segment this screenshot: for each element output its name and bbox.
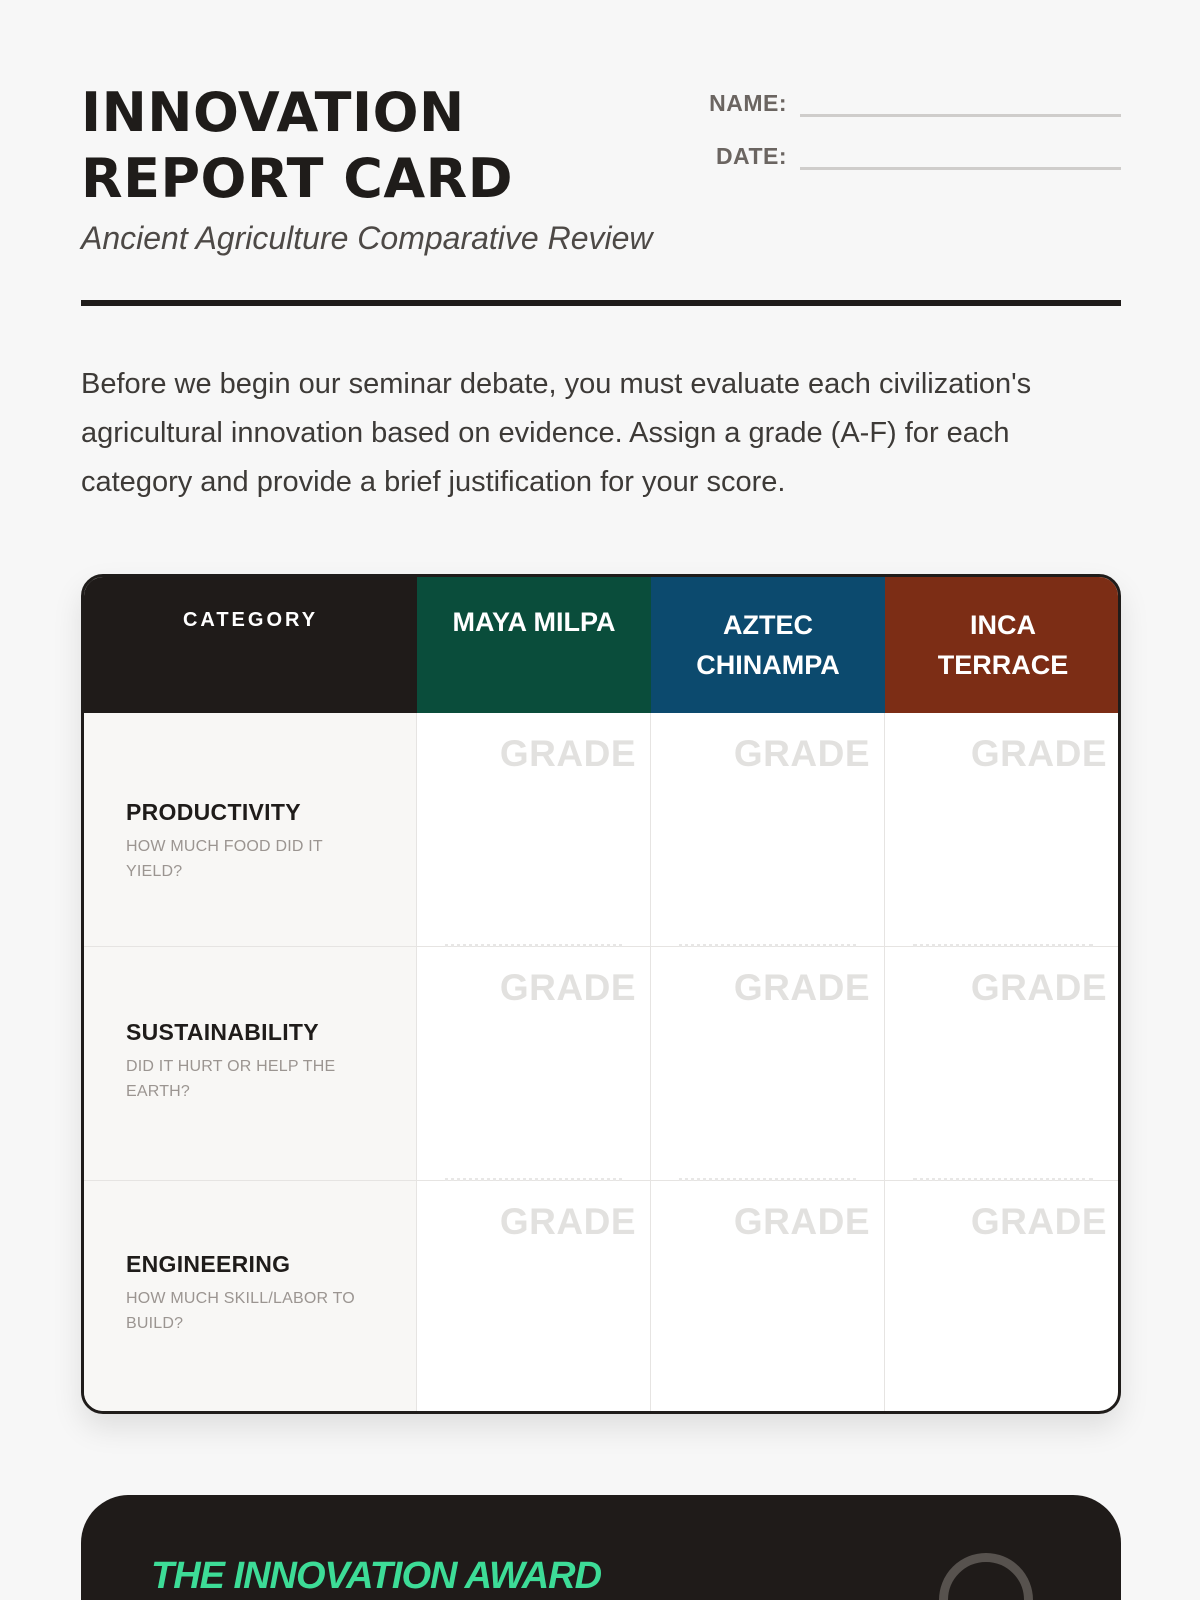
row-description: HOW MUCH FOOD DID IT YIELD? (126, 838, 323, 880)
grade-cell-aztec[interactable] (651, 947, 885, 1181)
date-label: DATE: (715, 143, 787, 169)
title-line-1: INNOVATION (81, 81, 465, 144)
title-line-2: REPORT CARD (81, 147, 514, 210)
header-maya-milpa (417, 577, 651, 713)
row-description: DID IT HURT OR HELP THE EARTH? (126, 1058, 336, 1100)
award-title: THE INNOVATION AWARD (151, 1555, 602, 1597)
award-badge-icon (939, 1553, 1033, 1600)
header-maya-label: MAYA MILPA (452, 607, 616, 637)
name-field[interactable] (701, 84, 1121, 137)
grade-placeholder: GRADE (733, 733, 870, 774)
row-name: SUSTAINABILITY (126, 1019, 319, 1045)
student-info-fields (701, 84, 1121, 190)
table-row-sustainability (84, 947, 1118, 1181)
grade-placeholder: GRADE (499, 967, 636, 1008)
grade-cell-inca[interactable] (885, 1181, 1121, 1414)
header-divider (81, 300, 1121, 306)
grade-cell-aztec[interactable] (651, 713, 885, 947)
row-description: HOW MUCH SKILL/LABOR TO BUILD? (126, 1290, 355, 1332)
grade-placeholder: GRADE (733, 967, 870, 1008)
grade-placeholder: GRADE (733, 1201, 870, 1242)
table-row-productivity (84, 713, 1118, 947)
table-row-engineering (84, 1181, 1118, 1414)
row-category-cell (84, 947, 417, 1181)
grade-placeholder: GRADE (499, 1201, 636, 1242)
page-header (81, 80, 1121, 305)
grade-placeholder: GRADE (970, 733, 1107, 774)
grade-cell-maya[interactable] (417, 1181, 651, 1414)
header-aztec-label-1: AZTEC (723, 610, 813, 640)
grade-cell-maya[interactable] (417, 713, 651, 947)
header-inca-label-2: TERRACE (937, 650, 1069, 680)
grade-placeholder: GRADE (499, 733, 636, 774)
header-aztec-label-2: CHINAMPA (696, 650, 840, 680)
grade-placeholder: GRADE (970, 967, 1107, 1008)
name-label: NAME: (709, 90, 787, 116)
innovation-award-card (81, 1495, 1121, 1600)
grade-cell-maya[interactable] (417, 947, 651, 1181)
header-inca-label-1: INCA (970, 610, 1036, 640)
page-subtitle: Ancient Agriculture Comparative Review (81, 220, 653, 256)
header-category: CATEGORY (84, 577, 417, 713)
grade-cell-inca[interactable] (885, 713, 1121, 947)
row-category-cell (84, 1181, 417, 1414)
date-input-line[interactable] (800, 167, 1121, 170)
grade-cell-aztec[interactable] (651, 1181, 885, 1414)
grade-cell-inca[interactable] (885, 947, 1121, 1181)
page-title (81, 80, 513, 212)
row-name: PRODUCTIVITY (126, 799, 301, 825)
name-input-line[interactable] (800, 114, 1121, 117)
row-category-cell (84, 713, 417, 947)
table-header (84, 577, 1118, 713)
header-inca-terrace (885, 577, 1121, 713)
report-card-table (81, 574, 1121, 1414)
date-field[interactable] (701, 137, 1121, 190)
grade-placeholder: GRADE (970, 1201, 1107, 1242)
instructions-paragraph: Before we begin our seminar debate, you must evaluate each civilization's agricultural innovation based on evidence. Assign a grade (A-F) for each category and provide a brief justification for your score. (81, 368, 1032, 498)
row-name: ENGINEERING (126, 1251, 291, 1277)
header-aztec-chinampa (651, 577, 885, 713)
